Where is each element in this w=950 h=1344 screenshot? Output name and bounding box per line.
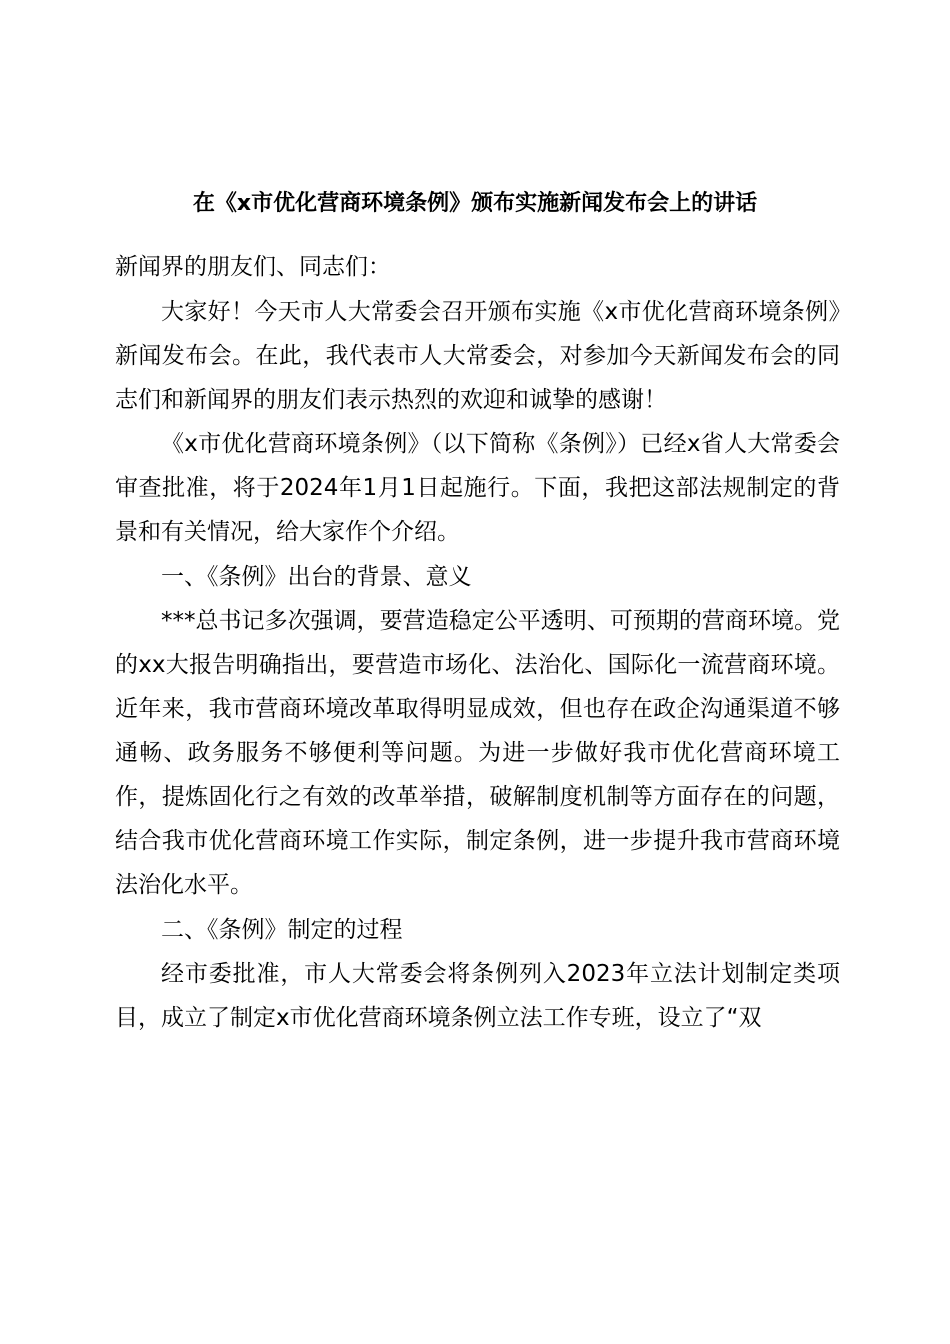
document-body [115,245,840,1041]
paragraph-background: ***总书记多次强调，要营造稳定公平透明、可预期的营商环境。党的xx大报告明确指出，要营造市场化、法治化、国际化一流营商环境。近年来，我市营商环境改革取得明显成效，但也存在政企沟通渠道不够通畅、政务服务不够便利等问题。为进一步做好我市优化营商环境工作，提炼固化行之有效的改革举措，破解制度机制等方面存在的问题，结合我市优化营商环境工作实际，制定条例，进一步提升我市营商环境法治化水平。 [115,608,840,898]
paragraph-introduction: 《x市优化营商环境条例》（以下简称《条例》）已经x省人大常委会审查批准，将于2024年1月1日起施行。下面，我把这部法规制定的背景和有关情况，给大家作个介绍。 [115,431,840,545]
section-heading-background: 一、《条例》出台的背景、意义 [161,563,472,590]
document-title: 在《x市优化营商环境条例》颁布实施新闻发布会上的讲话 [192,191,758,216]
section-heading-process: 二、《条例》制定的过程 [161,916,403,943]
salutation: 新闻界的朋友们、同志们： [115,254,391,280]
paragraph-process: 经市委批准，市人大常委会将条例列入2023年立法计划制定类项目，成立了制定x市优化营商环境条例立法工作专班，设立了“双 [115,961,840,1031]
paragraph-greeting: 大家好！今天市人大常委会召开颁布实施《x市优化营商环境条例》新闻发布会。在此，我代表市人大常委会，对参加今天新闻发布会的同志们和新闻界的朋友们表示热烈的欢迎和诚挚的感谢！ [115,298,840,413]
